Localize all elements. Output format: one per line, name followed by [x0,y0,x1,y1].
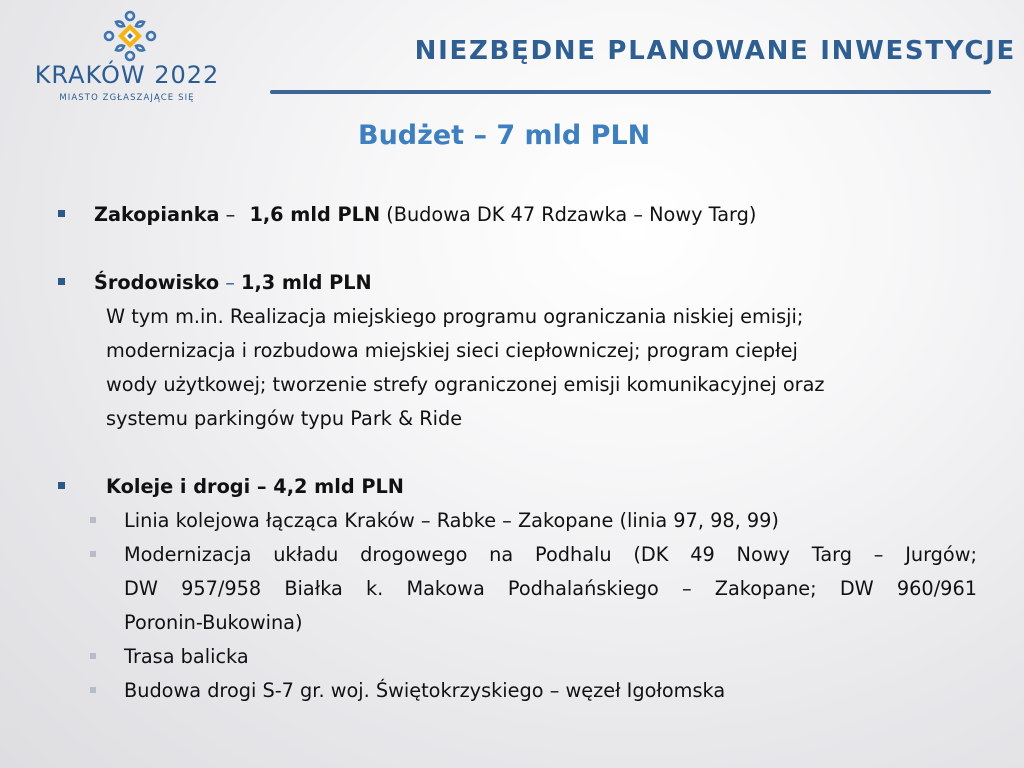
item-description-line: modernizacja i rozbudowa miejskiej sieci ciepłowniczej; program ciepłej [106,339,798,362]
bullet-icon [58,210,65,217]
sub-bullet-icon [90,687,96,693]
logo-wordmark: KRAKÓW 2022 [34,61,220,89]
item-amount: 1,3 mld PLN [241,271,372,294]
item-name: Zakopianka [94,203,220,226]
list-item-zakopianka [94,198,756,232]
bullet-icon [58,482,65,489]
list-item-koleje-i-drogi: Koleje i drogi – 4,2 mld PLN [106,475,404,498]
list-item-srodowisko [94,266,372,300]
item-description-line: W tym m.in. Realizacja miejskiego programu ograniczania niskiej emisji; [106,305,804,328]
item-name: Środowisko [94,271,220,294]
sub-bullet-icon [90,653,96,659]
sub-list-item: Modernizacja układu drogowego na Podhalu (DK 49 Nowy Targ – Jurgów; [124,543,977,566]
sub-bullet-icon [90,517,96,523]
logo-tagline: MIASTO ZGŁASZAJĄCE SIĘ [59,93,195,103]
sub-list-item-continued: DW 957/958 Białka k. Makowa Podhalańskiego – Zakopane; DW 960/961 [124,577,977,600]
sub-list-item: Budowa drogi S-7 gr. woj. Świętokrzyskiego – węzeł Igołomska [124,679,726,702]
item-separator: – [219,271,242,294]
item-note: (Budowa DK 47 Rdzawka – Nowy Targ) [380,203,757,226]
budget-subtitle: Budżet – 7 mld PLN [358,120,651,151]
item-description-line: systemu parkingów typu Park & Ride [106,407,463,430]
sub-list-item: Linia kolejowa łącząca Kraków – Rabke – Zakopane (linia 97, 98, 99) [124,509,779,532]
page-title: NIEZBĘDNE PLANOWANE INWESTYCJE [414,36,1016,66]
item-description-line: wody użytkowej; tworzenie strefy ograniczonej emisji komunikacyjnej oraz [106,373,825,396]
sub-list-item: Trasa balicka [124,645,249,668]
bullet-icon [58,278,65,285]
item-amount: 1,6 mld PLN [249,203,381,226]
sub-bullet-icon [90,551,96,557]
item-separator: – [219,203,242,226]
sub-list-item-continued: Poronin-Bukowina) [124,611,303,634]
